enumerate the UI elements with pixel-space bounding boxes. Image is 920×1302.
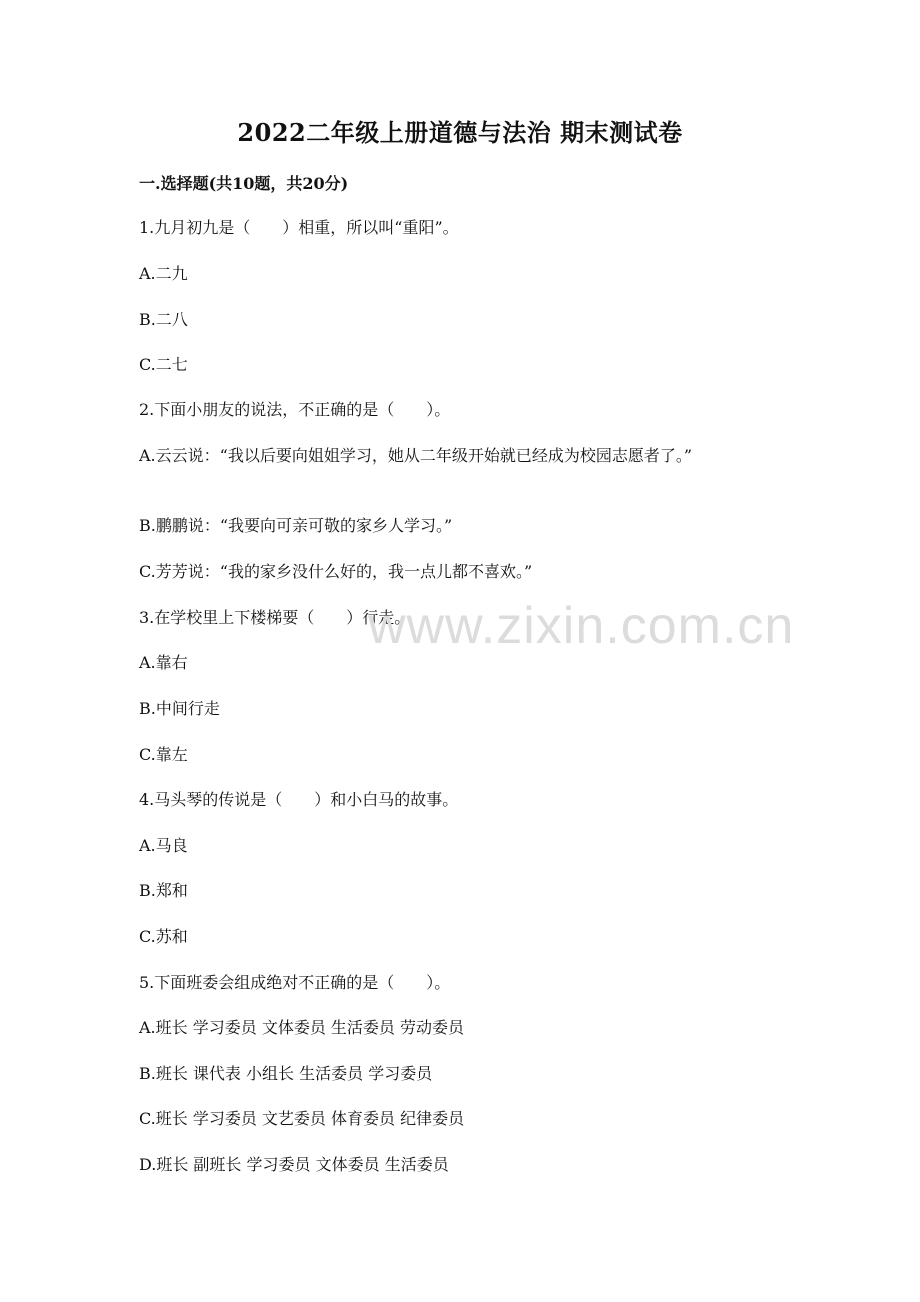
section-heading: 一.选择题(共10题，共20分) [139,174,349,193]
question-5-option-b: B.班长 课代表 小组长 生活委员 学习委员 [139,1064,433,1083]
question-stem-4: 4.马头琴的传说是（ ）和小白马的故事。 [139,790,459,809]
question-3-option-c: C.靠左 [139,745,188,764]
question-1-option-b: B.二八 [139,310,188,329]
question-4-option-b: B.郑和 [139,881,188,900]
question-4-option-a: A.马良 [139,836,188,855]
question-5-option-c: C.班长 学习委员 文艺委员 体育委员 纪律委员 [139,1109,465,1128]
question-1-option-c: C.二七 [139,355,188,374]
question-stem-1: 1.九月初九是（ ）相重，所以叫“重阳”。 [139,218,459,237]
question-stem-3: 3.在学校里上下楼梯要（ ）行走。 [139,608,411,627]
page-title: 2022二年级上册道德与法治 期末测试卷 [237,118,683,147]
question-4-option-c: C.苏和 [139,927,188,946]
question-3-option-a: A.靠右 [139,653,188,672]
question-2-option-a: A.云云说：“我以后要向姐姐学习，她从二年级开始就已经成为校园志愿者了。” [139,446,693,465]
question-5-option-a: A.班长 学习委员 文体委员 生活委员 劳动委员 [139,1018,464,1037]
question-1-option-a: A.二九 [139,264,188,283]
question-stem-5: 5.下面班委会组成绝对不正确的是（ ）。 [139,973,451,992]
question-5-option-d: D.班长 副班长 学习委员 文体委员 生活委员 [139,1155,449,1174]
question-2-option-b: B.鹏鹏说：“我要向可亲可敬的家乡人学习。” [139,516,453,535]
watermark-text: www.zixin.com.cn [368,597,795,655]
question-3-option-b: B.中间行走 [139,699,220,718]
question-stem-2: 2.下面小朋友的说法，不正确的是（ ）。 [139,400,451,419]
question-2-option-c: C.芳芳说：“我的家乡没什么好的，我一点儿都不喜欢。” [139,562,533,581]
